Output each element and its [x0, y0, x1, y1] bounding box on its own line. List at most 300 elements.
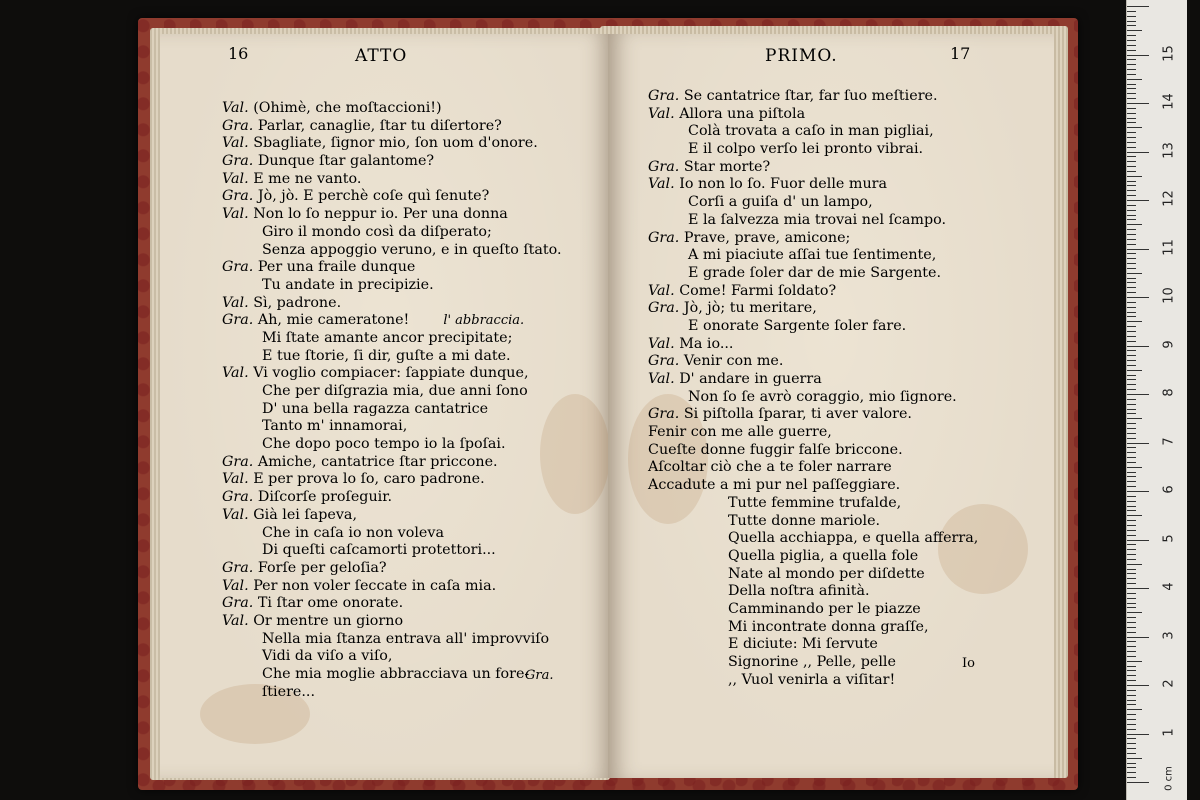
line-text: Dunque ſtar galantome? [257, 153, 435, 170]
text-line [222, 471, 562, 489]
speaker-label: Gra. [222, 259, 254, 276]
ruler-tick [1127, 753, 1136, 754]
line-text: E me ne vanto. [253, 170, 362, 187]
text-line [222, 277, 562, 295]
ruler-tick [1127, 491, 1149, 492]
text-line [648, 176, 978, 194]
line-text: Che in caſa io non voleva [262, 524, 444, 541]
text-line [222, 224, 562, 242]
ruler-tick [1127, 365, 1136, 366]
line-text: Che dopo poco tempo io la ſpoſai. [262, 436, 506, 453]
ruler-tick [1127, 496, 1136, 497]
text-line [648, 212, 978, 230]
text-line [222, 454, 562, 472]
text-line [648, 636, 978, 654]
ruler-tick [1127, 258, 1136, 259]
ruler-tick [1127, 118, 1136, 119]
ruler-tick [1127, 113, 1136, 114]
text-line [222, 365, 562, 383]
ruler-tick [1127, 656, 1136, 657]
text-line [648, 123, 978, 141]
ruler-tick [1127, 777, 1136, 778]
ruler-tick [1127, 93, 1136, 94]
ruler-tick [1127, 45, 1136, 46]
speaker-label: Val. [222, 577, 249, 594]
text-line [648, 654, 978, 672]
text-line [648, 477, 978, 495]
text-line [648, 230, 978, 248]
ruler-tick [1127, 171, 1136, 172]
line-text: E per prova lo ſo, caro padrone. [253, 471, 485, 488]
ruler-number: 3 [1161, 630, 1177, 640]
right-page-text [648, 88, 978, 689]
ruler-tick [1127, 399, 1136, 400]
ruler-tick [1127, 190, 1136, 191]
line-text: Che mia moglie abbracciava un fore- [262, 666, 530, 682]
text-line [648, 318, 978, 336]
ruler-number: 9 [1161, 339, 1177, 349]
ruler-tick [1127, 205, 1136, 206]
line-text: Fenir con me alle guerre, [648, 424, 832, 441]
ruler-tick [1127, 661, 1142, 662]
ruler-tick [1127, 423, 1136, 424]
ruler-tick [1127, 544, 1136, 545]
line-text: Io non lo ſo. Fuor delle mura [679, 176, 888, 193]
line-text: Sì, padrone. [253, 294, 342, 311]
text-line [222, 171, 562, 189]
ruler-tick [1127, 486, 1136, 487]
ruler-tick [1127, 724, 1136, 725]
text-line [222, 295, 562, 313]
ruler-tick [1127, 554, 1136, 555]
text-line [648, 159, 978, 177]
ruler-tick [1127, 355, 1136, 356]
ruler-tick [1127, 617, 1136, 618]
ruler-tick [1127, 35, 1136, 36]
text-line [222, 631, 562, 649]
ruler-tick [1127, 195, 1136, 196]
ruler-tick [1127, 297, 1149, 298]
ruler-tick [1127, 210, 1136, 211]
ruler-tick [1127, 215, 1136, 216]
line-text: Tanto m' innamorai, [262, 418, 408, 435]
ruler-tick [1127, 278, 1136, 279]
ruler-tick [1127, 6, 1149, 7]
text-line [222, 330, 562, 348]
ruler-tick [1127, 25, 1136, 26]
line-text: Non ſo ſe avrò coraggio, mio ſignore. [688, 388, 957, 405]
ruler-tick [1127, 540, 1149, 541]
ruler-tick [1127, 253, 1136, 254]
text-line [222, 242, 562, 260]
ruler-tick [1127, 79, 1142, 80]
line-text: Or mentre un giorno [253, 612, 404, 629]
ruler-tick [1127, 573, 1136, 574]
ruler-tick [1127, 307, 1136, 308]
ruler-number: 10 [1161, 287, 1177, 304]
speaker-label: Gra. [648, 406, 680, 423]
line-text: Accadute a mi pur nel paſſeggiare. [648, 477, 901, 494]
text-line [648, 601, 978, 619]
line-text: Ma io... [679, 335, 734, 352]
ruler-tick [1127, 535, 1136, 536]
line-text: Cueſte donne fuggir falſe briccone. [648, 441, 903, 458]
text-line [222, 489, 562, 507]
text-line [648, 459, 978, 477]
ruler-tick [1127, 239, 1136, 240]
line-text: D' una bella ragazza cantatrice [262, 400, 489, 417]
text-line [648, 265, 978, 283]
ruler-tick [1127, 700, 1136, 701]
ruler-tick [1127, 641, 1136, 642]
ruler-tick [1127, 389, 1136, 390]
text-line [222, 383, 562, 401]
text-line [648, 300, 978, 318]
text-line [222, 578, 562, 596]
text-line [648, 442, 978, 460]
speaker-label: Gra. [222, 595, 254, 612]
ruler-tick [1127, 738, 1136, 739]
ruler-tick [1127, 74, 1136, 75]
line-text: Non lo ſo neppur io. Per una donna [253, 206, 508, 223]
ruler-tick [1127, 103, 1149, 104]
ruler-tick [1127, 438, 1136, 439]
speaker-label: Gra. [648, 158, 680, 175]
speaker-label: Val. [648, 371, 675, 387]
text-line [648, 530, 978, 548]
ruler-tick [1127, 734, 1149, 735]
page-number-right: 17 [950, 44, 971, 63]
text-line [222, 206, 562, 224]
text-line [222, 401, 562, 419]
ruler-tick [1127, 147, 1136, 148]
ruler-tick [1127, 142, 1136, 143]
catchword-left: Gra. [525, 668, 554, 683]
ruler-tick [1127, 370, 1142, 371]
line-text: Forſe per geloſia? [257, 559, 387, 576]
ruler-tick [1127, 666, 1136, 667]
ruler-tick [1127, 704, 1136, 705]
ruler-tick [1127, 263, 1136, 264]
ruler-number: 7 [1161, 436, 1177, 446]
ruler-tick [1127, 394, 1149, 395]
ruler-tick [1127, 447, 1136, 448]
line-text: ſtiere... [262, 683, 315, 700]
ruler-tick [1127, 530, 1136, 531]
ruler-tick [1127, 30, 1142, 31]
speaker-label: Gra. [222, 312, 254, 329]
line-text: Prave, prave, amicone; [683, 229, 851, 246]
ruler-tick [1127, 132, 1136, 133]
line-text: Aſcoltar ciò che a te foler narrare [648, 459, 892, 476]
line-text: E il colpo verſo lei pronto vibrai. [688, 141, 924, 158]
text-line [222, 312, 562, 330]
speaker-label: Gra. [222, 453, 254, 470]
ruler-tick [1127, 598, 1136, 599]
ruler-number: 4 [1161, 582, 1177, 591]
speaker-label: Gra. [648, 353, 680, 370]
ruler-tick [1127, 229, 1136, 230]
line-text: Camminando per le piazze [728, 600, 921, 617]
ruler-tick [1127, 627, 1136, 628]
speaker-label: Gra. [648, 88, 680, 104]
ruler-tick [1127, 50, 1136, 51]
text-line [648, 247, 978, 265]
text-line [222, 613, 562, 631]
ruler-tick [1127, 292, 1136, 293]
ruler-tick [1127, 709, 1142, 710]
ruler-tick [1127, 651, 1136, 652]
ruler-tick [1127, 249, 1149, 250]
ruler-tick [1127, 481, 1136, 482]
ruler-tick [1127, 578, 1136, 579]
ruler-tick [1127, 379, 1136, 380]
ruler-tick [1127, 40, 1136, 41]
running-header-left: ATTO [355, 46, 408, 66]
line-text: Tutte donne mariole. [728, 512, 881, 529]
speaker-label: Val. [222, 100, 249, 116]
speaker-label: Val. [648, 105, 675, 122]
line-text: Quella acchiappa, e quella afferra, [728, 530, 979, 547]
line-text: E grade ſoler dar de mie Sargente. [688, 264, 942, 281]
measuring-ruler [1126, 0, 1187, 800]
speaker-label: Gra. [648, 300, 680, 317]
line-text: Già lei ſapeva, [253, 506, 357, 523]
ruler-tick [1127, 413, 1136, 414]
ruler-tick [1127, 637, 1149, 638]
ruler-number: 12 [1161, 190, 1177, 207]
ruler-tick [1127, 743, 1136, 744]
ruler-tick [1127, 11, 1136, 12]
ruler-tick [1127, 64, 1136, 65]
ruler-tick [1127, 583, 1136, 584]
line-text: Vidi da viſo a viſo, [262, 648, 393, 665]
ruler-tick [1127, 244, 1136, 245]
ruler-tick [1127, 273, 1142, 274]
speaker-label: Val. [222, 365, 249, 382]
text-line [648, 495, 978, 513]
ruler-number: 15 [1161, 44, 1177, 62]
ruler-tick [1127, 312, 1136, 313]
ruler-tick [1127, 748, 1136, 749]
ruler-tick [1127, 404, 1136, 405]
ruler-tick [1127, 758, 1142, 759]
ruler-tick [1127, 559, 1136, 560]
speaker-label: Gra. [648, 229, 680, 246]
text-line [222, 348, 562, 366]
line-text: Mi incontrate donna graſſe, [728, 618, 929, 635]
ruler-tick [1127, 603, 1136, 604]
text-line [648, 194, 978, 212]
ruler-tick [1127, 122, 1136, 123]
line-text: Per una fraile dunque [257, 259, 416, 276]
speaker-label: Gra. [222, 489, 254, 506]
ruler-tick [1127, 433, 1136, 434]
speaker-label: Val. [648, 176, 675, 193]
text-line [648, 371, 978, 389]
text-line [222, 595, 562, 613]
ruler-number: 14 [1161, 93, 1177, 110]
ruler-tick [1127, 476, 1136, 477]
ruler-tick [1127, 418, 1142, 419]
ruler-tick [1127, 569, 1136, 570]
line-text: Ah, mie cameratone! [257, 312, 410, 329]
text-line [648, 353, 978, 371]
ruler-tick [1127, 670, 1136, 671]
ruler-tick [1127, 16, 1136, 17]
text-line [648, 106, 978, 124]
text-line [648, 672, 978, 690]
line-text: Mi ſtate amante ancor precipitate; [262, 329, 513, 346]
text-line [648, 619, 978, 637]
text-line [648, 88, 978, 106]
ruler-tick [1127, 772, 1136, 773]
text-line [648, 389, 978, 407]
line-text: (Ohimè, che moſtaccioni!) [253, 100, 442, 116]
ruler-tick [1127, 646, 1136, 647]
ruler-tick [1127, 350, 1136, 351]
ruler-number: 11 [1161, 238, 1177, 256]
ruler-tick [1127, 200, 1149, 201]
ruler-tick [1127, 234, 1136, 235]
line-text: Signorine ,, Pelle, pelle [728, 654, 896, 670]
ruler-tick [1127, 302, 1136, 303]
ruler-tick [1127, 341, 1136, 342]
ruler-tick [1127, 462, 1136, 463]
ruler-tick [1127, 675, 1136, 676]
line-text: ,, Vuol venirla a viſitar! [728, 671, 896, 688]
line-text: Di queſti caſcamorti protettori... [262, 542, 496, 559]
ruler-number: 13 [1161, 141, 1177, 159]
ruler-tick [1127, 176, 1142, 177]
page-number-left: 16 [228, 44, 249, 63]
ruler-tick [1127, 763, 1136, 764]
line-text: Nella mia ſtanza entrava all' improvviſo [262, 630, 550, 647]
ruler-tick [1127, 321, 1142, 322]
ruler-tick [1127, 69, 1136, 70]
line-text: Senza appoggio veruno, e in queſto ſtato. [262, 241, 562, 258]
line-text: Tutte femmine trufalde, [728, 494, 902, 511]
line-text: Giro il mondo così da diſperato; [262, 223, 492, 240]
ruler-tick [1127, 336, 1136, 337]
ruler-tick [1127, 166, 1136, 167]
text-line [648, 283, 978, 301]
text-line [648, 583, 978, 601]
line-text: Tu andate in precipizie. [262, 276, 434, 293]
ruler-tick [1127, 219, 1136, 220]
ruler-tick [1127, 108, 1136, 109]
text-line [648, 406, 978, 424]
ruler-tick [1127, 409, 1136, 410]
line-text: E la ſalvezza mia trovai nel ſcampo. [688, 211, 947, 228]
text-line [222, 542, 562, 560]
ruler-tick [1127, 137, 1136, 138]
text-line [222, 525, 562, 543]
line-text: Star morte? [683, 158, 771, 175]
ruler-tick [1127, 588, 1149, 589]
text-line [222, 684, 562, 702]
ruler-number: 2 [1161, 679, 1177, 688]
ruler-tick [1127, 360, 1136, 361]
ruler-tick [1127, 729, 1136, 730]
ruler-tick [1127, 564, 1142, 565]
ruler-tick [1127, 268, 1136, 269]
line-text: Della noſtra afinità. [728, 583, 870, 600]
catchword-right: Io [962, 656, 975, 671]
ruler-tick [1127, 224, 1142, 225]
line-text: Allora una piſtola [679, 105, 806, 122]
ruler-tick [1127, 316, 1136, 317]
ruler-tick [1127, 161, 1136, 162]
line-text: Diſcorſe proſeguir. [257, 489, 393, 506]
speaker-label: Gra. [222, 188, 254, 205]
line-text: E tue ſtorie, ſi dir, guſte a mi date. [262, 347, 511, 364]
text-line [222, 560, 562, 578]
speaker-label: Gra. [222, 117, 254, 134]
line-text: Si piſtolla ſparar, ti aver valore. [683, 406, 912, 423]
ruler-tick [1127, 331, 1136, 332]
ruler-tick [1127, 607, 1136, 608]
ruler-tick [1127, 287, 1136, 288]
line-text: Vi voglio compiacer: ſappiate dunque, [253, 365, 529, 382]
line-text: Quella piglia, a quella fole [728, 547, 919, 564]
ruler-tick [1127, 695, 1136, 696]
line-text: Colà trovata a caſo in man pigliai, [688, 123, 934, 140]
line-text: Come! Farmi ſoldato? [679, 282, 837, 299]
line-text: Per non voler ſeccate in caſa mia. [253, 577, 497, 594]
ruler-tick [1127, 549, 1136, 550]
ruler-tick [1127, 127, 1142, 128]
ruler-tick [1127, 525, 1136, 526]
text-line [648, 336, 978, 354]
ruler-tick [1127, 59, 1136, 60]
speaker-label: Val. [222, 206, 249, 223]
ruler-tick [1127, 467, 1142, 468]
running-header-right: PRIMO. [765, 46, 838, 66]
ruler-tick [1127, 520, 1136, 521]
text-line [648, 548, 978, 566]
ruler-tick [1127, 185, 1136, 186]
ruler-tick [1127, 88, 1136, 89]
ruler-number: 8 [1161, 388, 1177, 397]
text-line [222, 436, 562, 454]
ruler-tick [1127, 685, 1149, 686]
text-line [648, 424, 978, 442]
speaker-label: Val. [222, 471, 249, 488]
ruler-tick [1127, 506, 1136, 507]
ruler-tick [1127, 510, 1136, 511]
line-text: Se cantatrice ſtar, far ſuo meſtiere. [683, 88, 938, 104]
text-line [222, 118, 562, 136]
ruler-tick [1127, 472, 1136, 473]
text-line [222, 100, 562, 118]
ruler-tick [1127, 593, 1136, 594]
line-text: Ti ſtar ome onorate. [257, 595, 404, 612]
ruler-tick [1127, 457, 1136, 458]
text-line [222, 135, 562, 153]
ruler-tick [1127, 326, 1136, 327]
ruler-tick [1127, 782, 1149, 783]
ruler-tick [1127, 714, 1136, 715]
stage-direction: l' abbraccia. [443, 313, 525, 329]
text-line [648, 141, 978, 159]
text-line [222, 507, 562, 525]
line-text: E diciute: Mi ſervute [728, 636, 878, 653]
ruler-tick [1127, 767, 1136, 768]
ruler-tick [1127, 680, 1136, 681]
line-text: Che per diſgrazia mia, due anni ſono [262, 383, 528, 399]
ruler-tick [1127, 384, 1136, 385]
